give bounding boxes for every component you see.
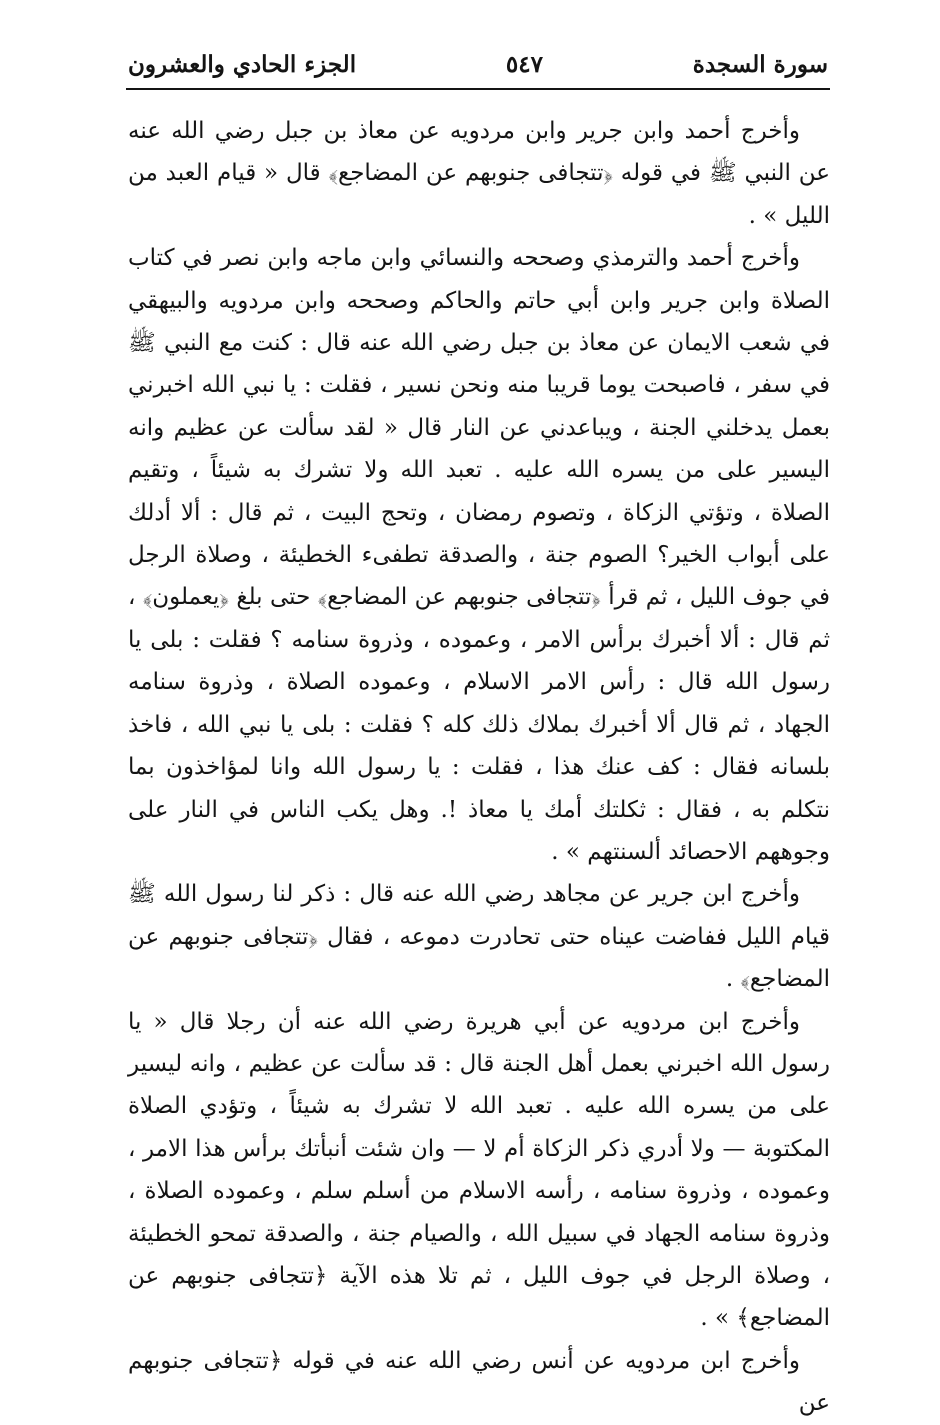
page-header <box>128 38 828 90</box>
main-text <box>128 110 830 1425</box>
paragraph: وأخرج ابن مردويه عن أنس رضي الله عنه في قوله ﴿تتجافى جنوبهم عن <box>128 1347 830 1417</box>
paragraph: وأخرج أحمد وابن جرير وابن مردويه عن معاذ بن جبل رضي الله عنه عن النبي ﷺ في قوله ﴿تتجافى جنوبهم عن المضاجع﴾ قال « قيام العبد من الليل » . <box>128 118 830 229</box>
header-rule <box>126 88 830 90</box>
running-head-surah: سورة السجدة <box>692 50 828 78</box>
paragraph: وأخرج أحمد والترمذي وصححه والنسائي وابن ماجه وابن نصر في كتاب الصلاة وابن جرير وابن أبي حاتم والحاكم وصححه وابن مردويه والبيهقي في شعب الايمان عن معاذ بن جبل رضي الله عنه قال : كنت مع النبي ﷺ في سفر ، فاصبحت يوما قريبا منه ونحن نسير ، فقلت : يا نبي الله اخبرني بعمل يدخلني الجنة ، ويباعدني عن النار قال « لقد سألت عن عظيم وانه اليسير على من يسره الله عليه . تعبد الله ولا تشرك به شيئاً ، وتقيم الصلاة ، وتؤتي الزكاة ، وتصوم رمضان ، وتحج البيت ، ثم قال : ألا أدلك على أبواب الخير؟ الصوم جنة ، والصدقة تطفىء الخطيئة ، وصلاة الرجل في جوف الليل ، ثم قرأ ﴿تتجافى جنوبهم عن المضاجع﴾ حتى بلغ ﴿يعملون﴾ ، ثم قال : ألا أخبرك برأس الامر ، وعموده ، وذروة سنامه ؟ فقلت : بلى يا رسول الله قال : رأس الامر الاسلام ، وعموده الصلاة ، وذروة سنامه الجهاد ، ثم قال ألا أخبرك بملاك ذلك كله ؟ فقلت : بلى يا نبي الله ، فاخذ بلسانه فقال : كف عنك هذا ، فقلت : يا رسول الله وانا لمؤاخذون بما نتكلم به ، فقال : ثكلتك أمك يا معاذ !. وهل يكب الناس في النار على وجوههم الاحصائد ألسنتهم » . <box>128 245 830 865</box>
paragraph: وأخرج ابن مردويه عن أبي هريرة رضي الله عنه أن رجلا قال « يا رسول الله اخبرني بعمل أهل الجنة قال : قد سألت عن عظيم ، وانه ليسير على من يسره الله عليه . تعبد الله لا تشرك به شيئاً ، وتؤدي الصلاة المكتوبة — ولا أدري ذكر الزكاة أم لا — وان شئت أنبأتك برأس هذا الامر ، وعموده ، وذروة سنامه ، رأسه الاسلام من أسلم سلم ، وعموده الصلاة ، وذروة سنامه الجهاد في سبيل الله ، والصيام جنة ، والصدقة تمحو الخطيئة ، وصلاة الرجل في جوف الليل ، ثم تلا هذه الآية ﴿تتجافى جنوبهم عن المضاجع﴾ » . <box>128 1008 830 1332</box>
running-head-part: الجزء الحادي والعشرون <box>128 50 357 78</box>
page-number: ٥٤٧ <box>505 50 543 78</box>
paragraph: وأخرج ابن جرير عن مجاهد رضي الله عنه قال : ذكر لنا رسول الله ﷺ قيام الليل ففاضت عيناه حتى تحادرت دموعه ، فقال ﴿تتجافى جنوبهم عن المضاجع﴾ . <box>128 881 830 993</box>
